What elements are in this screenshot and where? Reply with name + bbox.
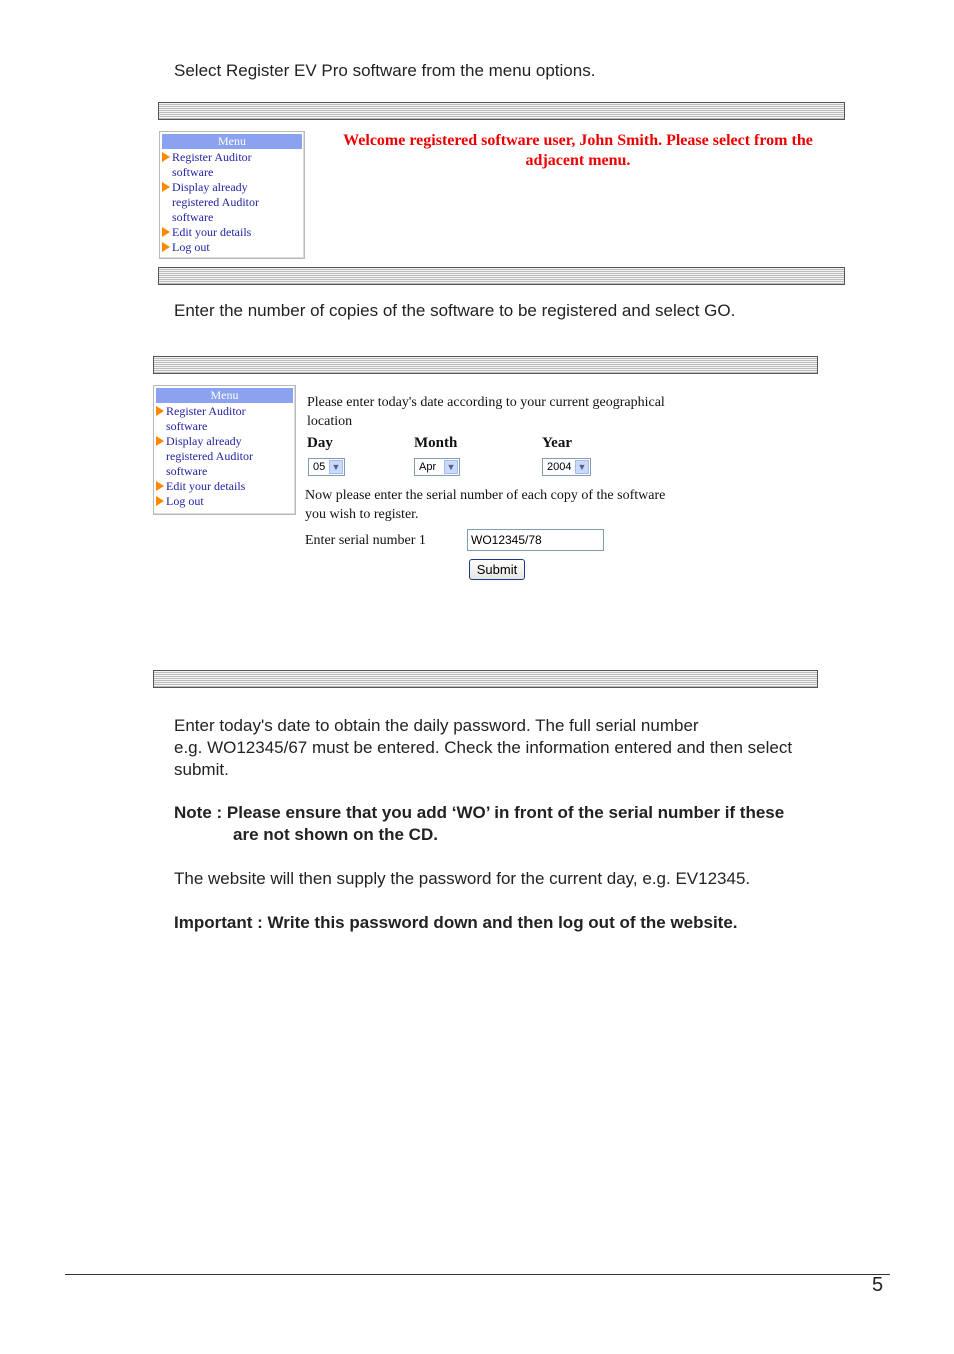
menu-item-register[interactable]: [154, 404, 295, 434]
arrow-icon: [156, 496, 164, 506]
serial-number-input[interactable]: WO12345/78: [467, 529, 604, 551]
menu-link[interactable]: Display already registered Auditor software: [172, 180, 259, 224]
menu-title: Menu: [162, 134, 302, 149]
serial-prompt-line2: you wish to register.: [305, 507, 419, 522]
serial-label: Enter serial number 1: [305, 533, 426, 548]
arrow-icon: [162, 227, 170, 237]
menu-link[interactable]: Edit your details: [166, 479, 246, 493]
screen1-top-bar: [158, 102, 845, 120]
serial-prompt-line1: Now please enter the serial number of each copy of the software: [305, 488, 666, 503]
note-line1: Note : Please ensure that you add ‘WO’ in front of the serial number if these: [174, 803, 785, 822]
year-value: 2004: [547, 461, 572, 473]
day-label: Day: [307, 435, 333, 451]
arrow-icon: [162, 242, 170, 252]
menu-item-edit-details[interactable]: [160, 225, 304, 240]
chevron-down-icon[interactable]: ▼: [575, 460, 589, 474]
menu-item-register[interactable]: [160, 150, 304, 180]
screen1-menu: [159, 131, 305, 259]
month-value: Apr: [419, 461, 437, 473]
arrow-icon: [162, 152, 170, 162]
note-line2: are not shown on the CD.: [233, 825, 438, 844]
menu-item-display[interactable]: [160, 180, 304, 225]
menu-link[interactable]: Display already registered Auditor software: [166, 434, 253, 478]
submit-button[interactable]: Submit: [469, 559, 525, 580]
menu-link[interactable]: Log out: [172, 240, 210, 254]
day-select[interactable]: [308, 458, 345, 476]
date-prompt-line2: location: [307, 414, 353, 429]
menu-link[interactable]: Register Auditor software: [166, 404, 246, 433]
chevron-down-icon[interactable]: ▼: [444, 460, 458, 474]
day-value: 05: [313, 461, 326, 473]
arrow-icon: [156, 436, 164, 446]
menu-title: Menu: [156, 388, 293, 403]
page-number: 5: [872, 1274, 884, 1296]
screen2-top-bar: [153, 356, 818, 374]
year-select[interactable]: [542, 458, 591, 476]
screen1-bottom-bar: [158, 267, 845, 285]
screen2-bottom-bar: [153, 670, 818, 688]
menu-link[interactable]: Log out: [166, 494, 204, 508]
month-label: Month: [414, 435, 458, 451]
month-select[interactable]: [414, 458, 460, 476]
instruction-step3-line2: e.g. WO12345/67 must be entered. Check the information entered and then select: [174, 738, 793, 757]
menu-item-logout[interactable]: [160, 240, 304, 255]
instruction-step1: Select Register EV Pro software from the menu options.: [174, 61, 596, 80]
date-prompt-line1: Please enter today's date according to your current geographical: [307, 395, 665, 410]
menu-item-logout[interactable]: [154, 494, 295, 509]
menu-item-display[interactable]: [154, 434, 295, 479]
welcome-message: Welcome registered software user, John Smith. Please select from the adjacent menu.: [343, 132, 813, 169]
chevron-down-icon[interactable]: ▼: [329, 460, 343, 474]
menu-link[interactable]: Register Auditor software: [172, 150, 252, 179]
year-label: Year: [542, 435, 572, 451]
arrow-icon: [156, 406, 164, 416]
important-text: Important : Write this password down and then log out of the website.: [174, 913, 738, 932]
footer-rule: [65, 1274, 890, 1275]
menu-link[interactable]: Edit your details: [172, 225, 252, 239]
instruction-step3-line3: submit.: [174, 760, 229, 779]
menu-item-edit-details[interactable]: [154, 479, 295, 494]
instruction-step2: Enter the number of copies of the software to be registered and select GO.: [174, 301, 736, 320]
arrow-icon: [156, 481, 164, 491]
screen2-menu: [153, 385, 296, 515]
arrow-icon: [162, 182, 170, 192]
instruction-step3-line1: Enter today's date to obtain the daily password. The full serial number: [174, 716, 699, 735]
result-text: The website will then supply the password for the current day, e.g. EV12345.: [174, 869, 751, 888]
